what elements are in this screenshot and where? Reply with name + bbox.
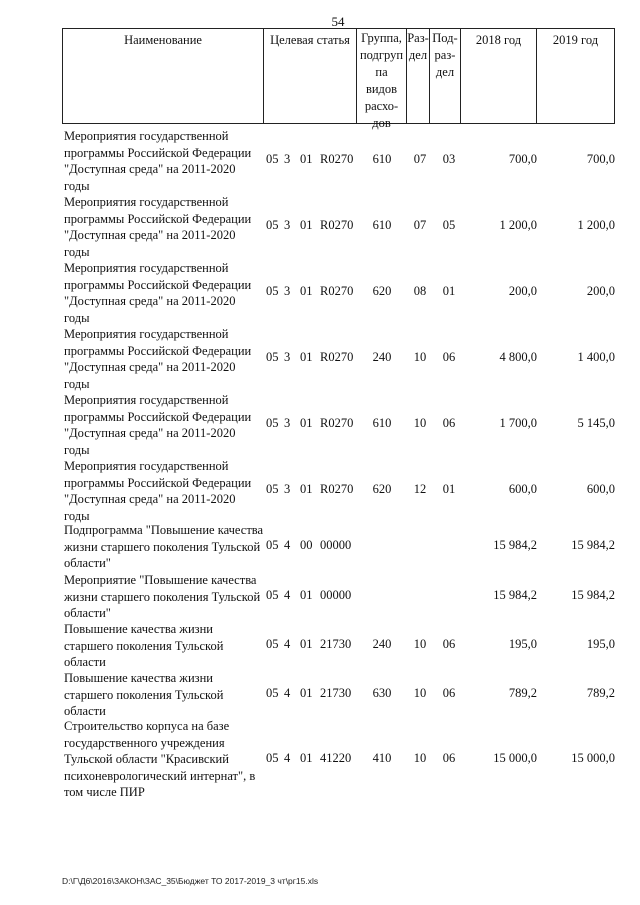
amount-2018: 15 984,2: [493, 588, 537, 602]
code-event: 01: [300, 416, 313, 430]
expense-group: 630: [372, 686, 392, 700]
section-code: 08: [413, 284, 427, 298]
code-event: 01: [300, 588, 313, 602]
subsection-code: 06: [442, 350, 456, 364]
section-code: 07: [413, 152, 427, 166]
code-event: 01: [300, 482, 313, 496]
footer-file-path: D:\Г\Д6\2016\ЗАКОН\ЗАС_35\Бюджет ТО 2017-2019_3 чт\рг15.xls: [62, 876, 319, 886]
code-event: 01: [300, 218, 313, 232]
code-event: 01: [300, 751, 313, 765]
amount-2018: 15 984,2: [493, 538, 537, 552]
amount-2018: 4 800,0: [499, 350, 537, 364]
section-code: 10: [413, 350, 427, 364]
code-event: 01: [300, 637, 313, 651]
code-direction: 41220: [320, 751, 352, 765]
code-program: 05: [266, 751, 279, 765]
amount-2019: 5 145,0: [577, 416, 615, 430]
table-row: [62, 326, 618, 390]
header-subsection: [429, 28, 461, 124]
header-section: [406, 28, 430, 124]
amount-2018: 15 000,0: [493, 751, 537, 765]
subsection-code: 03: [442, 152, 456, 166]
code-subprogram: 4: [284, 751, 291, 765]
table-row: [62, 194, 618, 258]
amount-2019: 15 984,2: [571, 588, 615, 602]
table-row: [62, 718, 618, 800]
section-code: 12: [413, 482, 427, 496]
header-year-2018-label: 2018 год: [475, 33, 522, 47]
row-name: Мероприятия государственной программы Российской Федерации "Доступная среда" на 2011-2020 годы: [64, 327, 252, 391]
header-subsection-line: дел: [435, 65, 455, 79]
header-name: [62, 28, 264, 124]
header-year-2018: [460, 28, 537, 124]
code-subprogram: 4: [284, 686, 291, 700]
code-direction: 21730: [320, 686, 352, 700]
code-event: 01: [300, 686, 313, 700]
table-row: [62, 572, 618, 620]
expense-group: 410: [372, 751, 392, 765]
amount-2018: 1 700,0: [499, 416, 537, 430]
code-direction: R0270: [320, 152, 354, 166]
expense-group: 610: [372, 416, 392, 430]
code-direction: 00000: [320, 588, 352, 602]
amount-2018: 1 200,0: [499, 218, 537, 232]
code-direction: R0270: [320, 218, 354, 232]
code-program: 05: [266, 686, 279, 700]
table-row: [62, 522, 618, 570]
subsection-code: 06: [442, 637, 456, 651]
table-row: [62, 621, 618, 669]
amount-2018: 789,2: [508, 686, 537, 700]
amount-2019: 600,0: [586, 482, 615, 496]
code-subprogram: 3: [284, 416, 291, 430]
row-name: Строительство корпуса на базе государственного учреждения Тульской области "Красивский психоневрологический интернат", в том числе ПИР: [64, 719, 256, 799]
code-program: 05: [266, 152, 279, 166]
amount-2019: 15 000,0: [571, 751, 615, 765]
code-program: 05: [266, 482, 279, 496]
section-code: 10: [413, 751, 427, 765]
section-code: 10: [413, 416, 427, 430]
amount-2019: 789,2: [586, 686, 615, 700]
code-program: 05: [266, 284, 279, 298]
code-program: 05: [266, 538, 279, 552]
header-group-line: Группа,: [361, 31, 402, 45]
header-year-2019-label: 2019 год: [552, 33, 599, 47]
code-event: 01: [300, 350, 313, 364]
row-name: Мероприятия государственной программы Российской Федерации "Доступная среда" на 2011-2020 годы: [64, 129, 252, 193]
section-code: 07: [413, 218, 427, 232]
header-group-line: дов: [372, 116, 391, 130]
subsection-code: 06: [442, 686, 456, 700]
code-subprogram: 3: [284, 284, 291, 298]
row-name: Подпрограмма "Повышение качества жизни старшего поколения Тульской области": [64, 523, 264, 570]
table-row: [62, 260, 618, 324]
table-row: [62, 670, 618, 718]
subsection-code: 06: [442, 751, 456, 765]
subsection-code: 06: [442, 416, 456, 430]
code-event: 01: [300, 284, 313, 298]
code-program: 05: [266, 416, 279, 430]
expense-group: 620: [372, 482, 392, 496]
code-subprogram: 3: [284, 482, 291, 496]
header-group-line: расхо-: [364, 99, 399, 113]
row-name: Мероприятия государственной программы Российской Федерации "Доступная среда" на 2011-2020 годы: [64, 195, 252, 259]
amount-2018: 600,0: [508, 482, 537, 496]
table-row: [62, 392, 618, 456]
expense-group: 620: [372, 284, 392, 298]
header-expense-group: [356, 28, 407, 130]
row-name: Мероприятия государственной программы Российской Федерации "Доступная среда" на 2011-2020 годы: [64, 459, 252, 523]
header-section-line: дел: [408, 48, 428, 62]
amount-2019: 1 400,0: [577, 350, 615, 364]
subsection-code: 01: [442, 482, 456, 496]
code-program: 05: [266, 218, 279, 232]
header-year-2019: [536, 28, 615, 124]
amount-2018: 700,0: [508, 152, 537, 166]
code-subprogram: 4: [284, 538, 291, 552]
header-group-line: па: [375, 65, 388, 79]
section-code: 10: [413, 637, 427, 651]
code-direction: 00000: [320, 538, 352, 552]
table-row: [62, 128, 618, 192]
subsection-code: 01: [442, 284, 456, 298]
header-section-line: Раз-: [407, 31, 429, 45]
row-name: Повышение качества жизни старшего поколения Тульской области: [64, 671, 224, 718]
row-name: Повышение качества жизни старшего поколения Тульской области: [64, 622, 224, 669]
header-target-article: [263, 28, 357, 124]
expense-group: 610: [372, 218, 392, 232]
code-event: 01: [300, 152, 313, 166]
amount-2019: 1 200,0: [577, 218, 615, 232]
code-event: 00: [300, 538, 313, 552]
code-program: 05: [266, 350, 279, 364]
code-subprogram: 3: [284, 350, 291, 364]
code-program: 05: [266, 637, 279, 651]
code-subprogram: 4: [284, 588, 291, 602]
subsection-code: 05: [442, 218, 456, 232]
row-name: Мероприятие "Повышение качества жизни старшего поколения Тульской области": [64, 573, 261, 620]
row-name: Мероприятия государственной программы Российской Федерации "Доступная среда" на 2011-2020 годы: [64, 393, 252, 457]
code-subprogram: 3: [284, 152, 291, 166]
code-subprogram: 3: [284, 218, 291, 232]
amount-2019: 15 984,2: [571, 538, 615, 552]
header-group-line: видов: [365, 82, 398, 96]
amount-2019: 700,0: [586, 152, 615, 166]
code-direction: R0270: [320, 416, 354, 430]
code-direction: R0270: [320, 284, 354, 298]
expense-group: 240: [372, 350, 392, 364]
code-direction: R0270: [320, 350, 354, 364]
code-program: 05: [266, 588, 279, 602]
header-subsection-line: раз-: [434, 48, 456, 62]
header-group-line: подгруп: [359, 48, 404, 62]
table-row: [62, 458, 618, 522]
expense-group: 610: [372, 152, 392, 166]
amount-2019: 200,0: [586, 284, 615, 298]
page-number: 54: [331, 14, 345, 29]
row-name: Мероприятия государственной программы Российской Федерации "Доступная среда" на 2011-2020 годы: [64, 261, 252, 325]
code-direction: R0270: [320, 482, 354, 496]
header-target-label: Целевая статья: [270, 33, 350, 47]
amount-2019: 195,0: [586, 637, 615, 651]
amount-2018: 195,0: [508, 637, 537, 651]
header-name-label: Наименование: [124, 33, 202, 47]
code-subprogram: 4: [284, 637, 291, 651]
header-subsection-line: Под-: [432, 31, 458, 45]
amount-2018: 200,0: [508, 284, 537, 298]
expense-group: 240: [372, 637, 392, 651]
code-direction: 21730: [320, 637, 352, 651]
section-code: 10: [413, 686, 427, 700]
